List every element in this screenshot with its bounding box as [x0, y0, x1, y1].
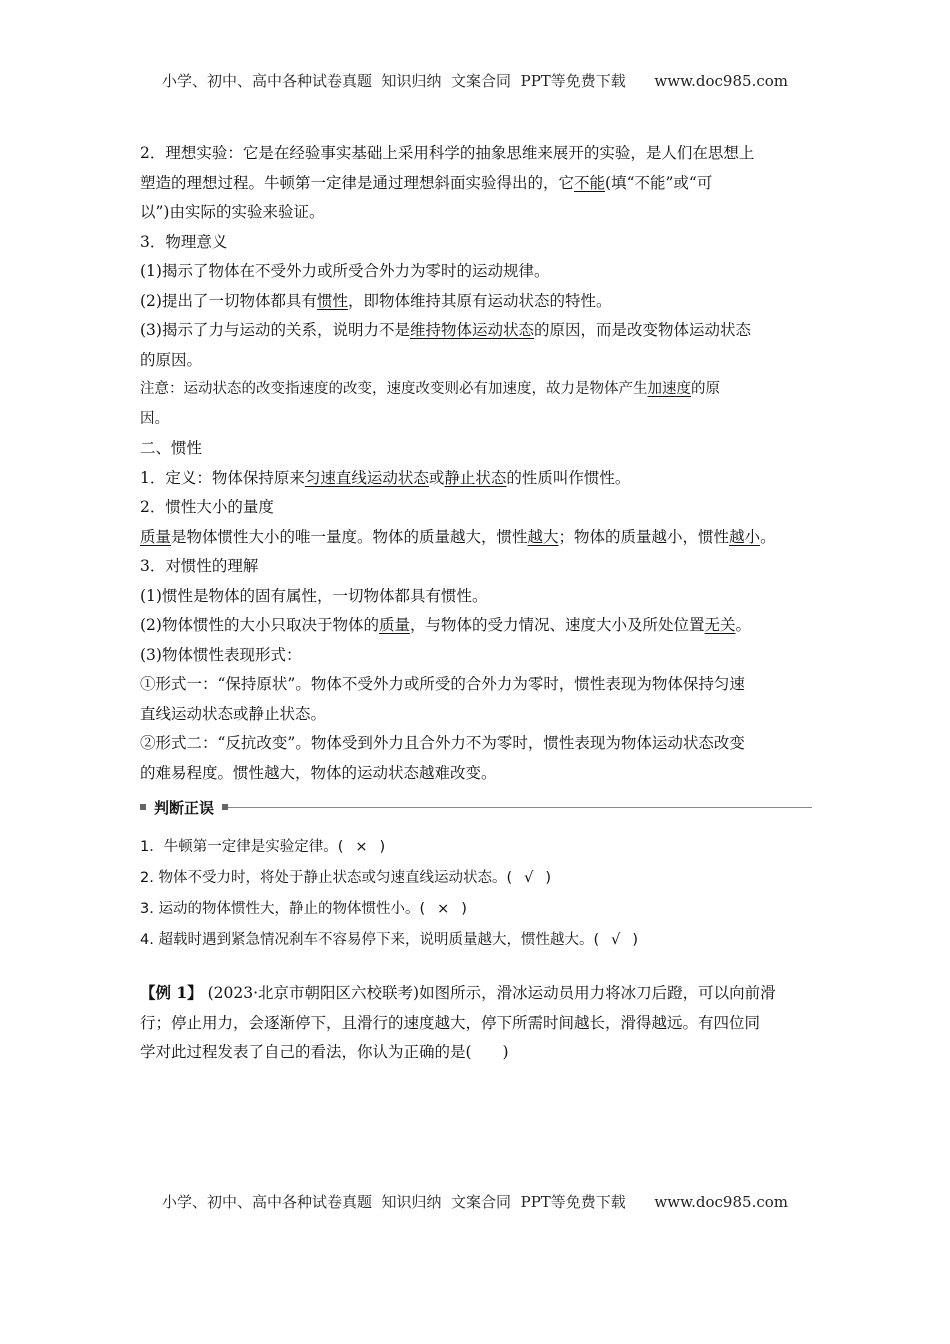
- form-two-line2: 的难易程度。惯性越大，物体的运动状态越难改变。: [140, 763, 497, 782]
- bullet-square-icon: [140, 804, 146, 810]
- judge-answer: √: [524, 870, 534, 886]
- page-footer: 小学、初中、高中各种试卷真题 知识归纳 文案合同 PPT等免费下载 www.doc985.com: [161, 1193, 788, 1211]
- form-one-line1: ①形式一：“保持原状”。物体不受外力或所受的合外力为零时，惯性表现为物体保持匀速: [140, 675, 745, 693]
- page-header: 小学、初中、高中各种试卷真题 知识归纳 文案合同 PPT等免费下载 www.doc985.com: [161, 72, 788, 90]
- form-one-line2: 直线运动状态或静止状态。: [140, 704, 327, 723]
- physics-meaning-title: 3．物理意义: [140, 232, 228, 251]
- answer-blank: 匀速直线运动状态: [304, 468, 429, 487]
- note-line1: 注意：运动状态的改变指速度的改变，速度改变则必有加速度，故力是物体产生加速度的原: [140, 381, 720, 397]
- answer-blank: 静止状态: [444, 468, 507, 487]
- judge-answer: ×: [355, 839, 368, 855]
- ideal-experiment-line2: 塑造的理想过程。牛顿第一定律是通过理想斜面实验得出的，它不能(填“不能”或“可: [140, 173, 713, 192]
- inertia-definition: 1．定义：物体保持原来匀速直线运动状态或静止状态的性质叫作惯性。: [140, 468, 631, 487]
- understand-item-1: (1)惯性是物体的固有属性，一切物体都具有惯性。: [140, 586, 488, 605]
- meaning-item-3-cont: 的原因。: [140, 350, 203, 369]
- answer-blank: 质量: [378, 616, 410, 634]
- judge-item-1: 1．牛顿第一定律是实验定律。( × ): [140, 832, 812, 863]
- answer-blank: 越小: [729, 527, 761, 546]
- page-content: [140, 139, 812, 1068]
- judge-list: [140, 832, 812, 956]
- example-line2: 行；停止用力，会逐渐停下，且滑行的速度越大，停下所需时间越长，滑得越远。有四位同: [140, 1013, 761, 1032]
- answer-blank: 不能: [574, 173, 606, 192]
- example-line1: 【例 1】 (2023·北京市朝阳区六校联考)如图所示，滑冰运动员用力将冰刀后蹬，可以向前滑: [140, 983, 776, 1002]
- answer-blank: 惯性: [316, 291, 348, 310]
- judge-item-3: 3. 运动的物体惯性大，静止的物体惯性小。( × ): [140, 894, 812, 925]
- judge-section-bar: [140, 790, 812, 824]
- judge-title: 判断正误: [154, 798, 215, 817]
- form-two-line1: ②形式二：“反抗改变”。物体受到外力且合外力不为零时，惯性表现为物体运动状态改变: [140, 734, 745, 752]
- answer-blank: 维持物体运动状态: [409, 321, 534, 339]
- answer-blank: 加速度: [647, 381, 691, 397]
- judge-item-4: 4. 超载时遇到紧急情况刹车不容易停下来，说明质量越大，惯性越大。( √ ): [140, 925, 812, 956]
- divider: [228, 807, 812, 808]
- example-line3: 学对此过程发表了自己的看法，你认为正确的是( ): [140, 1043, 509, 1061]
- meaning-item-3: (3)揭示了力与运动的关系，说明力不是维持物体运动状态的原因，而是改变物体运动状态: [140, 321, 751, 339]
- answer-blank: 质量: [140, 527, 172, 546]
- judge-item-2: 2. 物体不受力时，将处于静止状态或匀速直线运动状态。( √ ): [140, 863, 812, 894]
- meaning-item-1: (1)揭示了物体在不受外力或所受合外力为零时的运动规律。: [140, 262, 550, 280]
- understand-item-3: (3)物体惯性表现形式：: [140, 645, 302, 664]
- judge-answer: √: [611, 932, 621, 948]
- inertia-heading: 二、惯性: [140, 439, 203, 457]
- understand-item-2: (2)物体惯性的大小只取决于物体的质量，与物体的受力情况、速度大小及所处位置无关。: [140, 616, 752, 634]
- ideal-experiment-line1: 2．理想实验：它是在经验事实基础上采用科学的抽象思维来展开的实验，是人们在思想上: [140, 144, 755, 162]
- ideal-experiment-line3: 以”)由实际的实验来验证。: [140, 203, 325, 221]
- judge-answer: ×: [437, 901, 450, 917]
- answer-blank: 越大: [527, 527, 559, 546]
- meaning-item-2: (2)提出了一切物体都具有惯性，即物体维持其原有运动状态的特性。: [140, 291, 612, 310]
- answer-blank: 无关: [704, 616, 736, 634]
- inertia-measure-title: 2．惯性大小的量度: [140, 498, 274, 516]
- example-label: 【例 1】: [140, 983, 203, 1002]
- inertia-measure: 质量是物体惯性大小的唯一量度。物体的质量越大，惯性越大；物体的质量越小，惯性越小。: [140, 527, 776, 546]
- note-line2: 因。: [140, 410, 169, 427]
- inertia-understand-title: 3．对惯性的理解: [140, 557, 259, 575]
- example-1: [140, 978, 812, 1068]
